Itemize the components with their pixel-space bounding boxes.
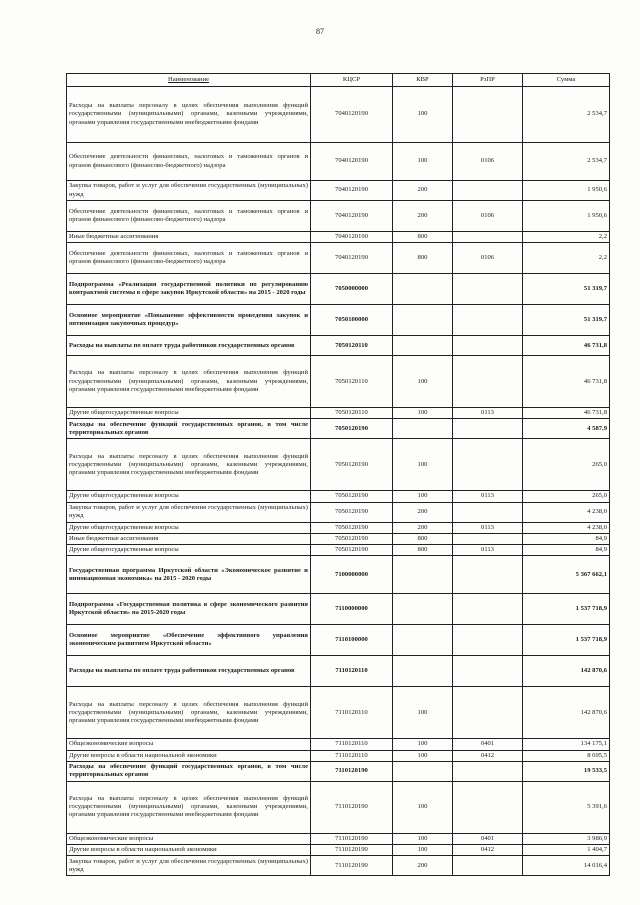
row-rzpr bbox=[453, 336, 523, 356]
table-row bbox=[67, 545, 610, 556]
row-kvr: 100 bbox=[393, 87, 453, 143]
row-kvr: 100 bbox=[393, 781, 453, 833]
row-sum: 2 534,7 bbox=[523, 87, 610, 143]
row-name: Расходы на выплаты персоналу в целях обеспечения выполнения функций государственными (муниципальными) органами, казенными учреждениями, органами управления государственными внебюджетными фондами bbox=[67, 781, 311, 833]
row-name: Обеспечение деятельности финансовых, налоговых и таможенных органов и органов финансового (финансово-бюджетного) надзора bbox=[67, 143, 311, 181]
row-name: Расходы на выплаты персоналу в целях обеспечения выполнения функций государственными (муниципальными) органами, казенными учреждениями, органами управления государственными внебюджетными фондами bbox=[67, 356, 311, 408]
row-rzpr bbox=[453, 533, 523, 544]
row-kvr bbox=[393, 594, 453, 625]
page-number: 87 bbox=[316, 27, 324, 36]
row-sum: 46 731,8 bbox=[523, 336, 610, 356]
row-name: Подпрограмма «Государственная политика в сфере экономического развития Иркутской области» на 2015-2020 годы bbox=[67, 594, 311, 625]
row-kvr: 100 bbox=[393, 143, 453, 181]
row-rzpr: 0106 bbox=[453, 243, 523, 274]
row-sum: 8 695,5 bbox=[523, 750, 610, 761]
table-row bbox=[67, 594, 610, 625]
table-row bbox=[67, 739, 610, 750]
row-rzpr: 0401 bbox=[453, 833, 523, 844]
row-sum: 1 950,6 bbox=[523, 181, 610, 201]
row-name: Общеэкономические вопросы bbox=[67, 739, 311, 750]
row-kvr bbox=[393, 305, 453, 336]
row-kcsr: 7050120190 bbox=[311, 439, 393, 491]
row-name: Иные бюджетные ассигнования bbox=[67, 232, 311, 243]
row-sum: 84,9 bbox=[523, 533, 610, 544]
table-row bbox=[67, 274, 610, 305]
row-name: Расходы на выплаты персоналу в целях обеспечения выполнения функций государственными (муниципальными) органами, казенными учреждениями, органами управления государственными внебюджетными фондами bbox=[67, 439, 311, 491]
row-name: Другие вопросы в области национальной экономики bbox=[67, 845, 311, 856]
row-kvr bbox=[393, 556, 453, 594]
row-kvr: 100 bbox=[393, 408, 453, 419]
row-sum: 134 175,1 bbox=[523, 739, 610, 750]
row-kcsr: 7110120110 bbox=[311, 739, 393, 750]
row-sum: 46 731,8 bbox=[523, 356, 610, 408]
table-row bbox=[67, 781, 610, 833]
row-kcsr: 7050120110 bbox=[311, 356, 393, 408]
row-sum: 5 391,6 bbox=[523, 781, 610, 833]
column-header-kcsr: КЦСР bbox=[311, 74, 393, 87]
row-kcsr: 7110100000 bbox=[311, 625, 393, 656]
row-name: Иные бюджетные ассигнования bbox=[67, 533, 311, 544]
row-name: Расходы на выплаты по оплате труда работников государственных органов bbox=[67, 336, 311, 356]
table-row bbox=[67, 533, 610, 544]
table-row bbox=[67, 232, 610, 243]
column-header-kvr: КВР bbox=[393, 74, 453, 87]
row-rzpr bbox=[453, 502, 523, 522]
row-kcsr: 7040120190 bbox=[311, 243, 393, 274]
row-name: Другие общегосударственные вопросы bbox=[67, 408, 311, 419]
row-kcsr: 7040120190 bbox=[311, 181, 393, 201]
row-kcsr: 7040120190 bbox=[311, 201, 393, 232]
row-name: Другие общегосударственные вопросы bbox=[67, 545, 311, 556]
row-kvr bbox=[393, 336, 453, 356]
row-kvr: 100 bbox=[393, 845, 453, 856]
row-name: Закупка товаров, работ и услуг для обеспечения государственных (муниципальных) нужд bbox=[67, 502, 311, 522]
row-rzpr: 0412 bbox=[453, 750, 523, 761]
row-kcsr: 7050100000 bbox=[311, 305, 393, 336]
row-rzpr bbox=[453, 356, 523, 408]
row-rzpr bbox=[453, 781, 523, 833]
row-rzpr: 0113 bbox=[453, 491, 523, 502]
row-kvr: 100 bbox=[393, 356, 453, 408]
row-rzpr: 0113 bbox=[453, 408, 523, 419]
row-sum: 1 537 718,9 bbox=[523, 625, 610, 656]
table-row bbox=[67, 522, 610, 533]
row-sum: 142 870,6 bbox=[523, 687, 610, 739]
table-header-row bbox=[67, 74, 610, 87]
row-sum: 4 587,9 bbox=[523, 419, 610, 439]
row-sum: 2,2 bbox=[523, 232, 610, 243]
row-kcsr: 7110000000 bbox=[311, 594, 393, 625]
row-kcsr: 7110120190 bbox=[311, 833, 393, 844]
table-row bbox=[67, 408, 610, 419]
row-name: Государственная программа Иркутской области «Экономическое развитие и инновационная экономика» на 2015 - 2020 годы bbox=[67, 556, 311, 594]
table-row bbox=[67, 243, 610, 274]
table-row bbox=[67, 336, 610, 356]
row-sum: 19 533,5 bbox=[523, 761, 610, 781]
row-name: Другие вопросы в области национальной экономики bbox=[67, 750, 311, 761]
row-rzpr bbox=[453, 556, 523, 594]
table-row bbox=[67, 856, 610, 876]
row-kvr: 200 bbox=[393, 502, 453, 522]
row-sum: 3 986,9 bbox=[523, 833, 610, 844]
table-row bbox=[67, 761, 610, 781]
row-kcsr: 7040120190 bbox=[311, 143, 393, 181]
table-row bbox=[67, 181, 610, 201]
row-rzpr bbox=[453, 761, 523, 781]
row-rzpr bbox=[453, 181, 523, 201]
row-name: Закупка товаров, работ и услуг для обеспечения государственных (муниципальных) нужд bbox=[67, 856, 311, 876]
row-rzpr bbox=[453, 856, 523, 876]
table-row bbox=[67, 419, 610, 439]
row-kvr bbox=[393, 419, 453, 439]
row-kvr: 800 bbox=[393, 533, 453, 544]
row-kcsr: 7050120190 bbox=[311, 419, 393, 439]
row-sum: 46 731,8 bbox=[523, 408, 610, 419]
table-row bbox=[67, 491, 610, 502]
row-kcsr: 7050120190 bbox=[311, 522, 393, 533]
row-kcsr: 7050120190 bbox=[311, 545, 393, 556]
row-name: Основное мероприятие «Обеспечение эффективного управления экономическим развитием Иркутской области» bbox=[67, 625, 311, 656]
row-kvr: 200 bbox=[393, 201, 453, 232]
row-kcsr: 7110120110 bbox=[311, 656, 393, 687]
row-rzpr bbox=[453, 594, 523, 625]
row-kcsr: 7040120190 bbox=[311, 87, 393, 143]
budget-table bbox=[66, 73, 610, 876]
row-kcsr: 7050120110 bbox=[311, 336, 393, 356]
table-row bbox=[67, 625, 610, 656]
column-header-sum: Сумма bbox=[523, 74, 610, 87]
row-kvr: 100 bbox=[393, 687, 453, 739]
row-kvr: 800 bbox=[393, 232, 453, 243]
row-kcsr: 7100000000 bbox=[311, 556, 393, 594]
table-row bbox=[67, 143, 610, 181]
row-name: Расходы на обеспечение функций государственных органов, в том числе территориальных органов bbox=[67, 419, 311, 439]
row-rzpr: 0113 bbox=[453, 522, 523, 533]
row-rzpr bbox=[453, 687, 523, 739]
table-row bbox=[67, 687, 610, 739]
row-kvr: 800 bbox=[393, 243, 453, 274]
row-rzpr bbox=[453, 87, 523, 143]
row-name: Расходы на выплаты персоналу в целях обеспечения выполнения функций государственными (муниципальными) органами, казенными учреждениями, органами управления государственными внебюджетными фондами bbox=[67, 87, 311, 143]
row-sum: 1 404,7 bbox=[523, 845, 610, 856]
row-sum: 4 238,0 bbox=[523, 522, 610, 533]
row-kvr bbox=[393, 274, 453, 305]
row-name: Закупка товаров, работ и услуг для обеспечения государственных (муниципальных) нужд bbox=[67, 181, 311, 201]
table-row bbox=[67, 556, 610, 594]
row-kvr: 100 bbox=[393, 833, 453, 844]
row-rzpr bbox=[453, 439, 523, 491]
row-name: Расходы на обеспечение функций государственных органов, в том числе территориальных органов bbox=[67, 761, 311, 781]
row-kcsr: 7110120190 bbox=[311, 856, 393, 876]
row-kcsr: 7110120190 bbox=[311, 845, 393, 856]
row-name: Обеспечение деятельности финансовых, налоговых и таможенных органов и органов финансового (финансово-бюджетного) надзора bbox=[67, 243, 311, 274]
row-name: Подпрограмма «Реализация государственной политики по регулированию контрактной системы в сфере закупок Иркутской области» на 2015 - 2020 годы bbox=[67, 274, 311, 305]
row-name: Основное мероприятие «Повышение эффективности проведения закупок и оптимизация закупочных процедур» bbox=[67, 305, 311, 336]
row-kvr bbox=[393, 656, 453, 687]
row-sum: 2,2 bbox=[523, 243, 610, 274]
table-row bbox=[67, 502, 610, 522]
table-row bbox=[67, 656, 610, 687]
row-sum: 2 534,7 bbox=[523, 143, 610, 181]
row-kvr: 800 bbox=[393, 545, 453, 556]
table-row bbox=[67, 87, 610, 143]
row-rzpr: 0106 bbox=[453, 143, 523, 181]
row-rzpr: 0113 bbox=[453, 545, 523, 556]
column-header-rzpr: РзПР bbox=[453, 74, 523, 87]
row-kcsr: 7050120190 bbox=[311, 533, 393, 544]
row-kcsr: 7050000000 bbox=[311, 274, 393, 305]
row-sum: 51 319,7 bbox=[523, 305, 610, 336]
row-sum: 265,0 bbox=[523, 439, 610, 491]
row-kvr: 200 bbox=[393, 181, 453, 201]
table-row bbox=[67, 356, 610, 408]
row-kvr: 100 bbox=[393, 750, 453, 761]
row-kvr: 200 bbox=[393, 856, 453, 876]
row-rzpr: 0106 bbox=[453, 201, 523, 232]
row-kvr: 100 bbox=[393, 739, 453, 750]
row-rzpr: 0401 bbox=[453, 739, 523, 750]
row-rzpr bbox=[453, 625, 523, 656]
row-kvr: 100 bbox=[393, 491, 453, 502]
row-sum: 265,0 bbox=[523, 491, 610, 502]
table-row bbox=[67, 833, 610, 844]
row-name: Другие общегосударственные вопросы bbox=[67, 491, 311, 502]
row-sum: 1 537 718,9 bbox=[523, 594, 610, 625]
row-name: Другие общегосударственные вопросы bbox=[67, 522, 311, 533]
table-row bbox=[67, 305, 610, 336]
row-name: Расходы на выплаты по оплате труда работников государственных органов bbox=[67, 656, 311, 687]
row-kcsr: 7050120190 bbox=[311, 502, 393, 522]
row-sum: 14 016,4 bbox=[523, 856, 610, 876]
row-kcsr: 7050120110 bbox=[311, 408, 393, 419]
row-kcsr: 7050120190 bbox=[311, 491, 393, 502]
row-rzpr bbox=[453, 274, 523, 305]
row-kcsr: 7110120190 bbox=[311, 781, 393, 833]
row-kvr bbox=[393, 761, 453, 781]
row-kvr: 200 bbox=[393, 522, 453, 533]
row-sum: 5 367 662,1 bbox=[523, 556, 610, 594]
row-kvr: 100 bbox=[393, 439, 453, 491]
table-row bbox=[67, 201, 610, 232]
row-rzpr: 0412 bbox=[453, 845, 523, 856]
column-header-name: Наименование bbox=[67, 74, 311, 87]
row-sum: 1 950,6 bbox=[523, 201, 610, 232]
row-name: Расходы на выплаты персоналу в целях обеспечения выполнения функций государственными (муниципальными) органами, казенными учреждениями, органами управления государственными внебюджетными фондами bbox=[67, 687, 311, 739]
row-rzpr bbox=[453, 305, 523, 336]
row-kvr bbox=[393, 625, 453, 656]
row-kcsr: 7040120190 bbox=[311, 232, 393, 243]
row-sum: 84,9 bbox=[523, 545, 610, 556]
row-sum: 4 238,0 bbox=[523, 502, 610, 522]
row-sum: 51 319,7 bbox=[523, 274, 610, 305]
row-kcsr: 7110120110 bbox=[311, 750, 393, 761]
row-kcsr: 7110120110 bbox=[311, 687, 393, 739]
row-rzpr bbox=[453, 419, 523, 439]
row-rzpr bbox=[453, 232, 523, 243]
table-row bbox=[67, 750, 610, 761]
row-sum: 142 870,6 bbox=[523, 656, 610, 687]
row-name: Общеэкономические вопросы bbox=[67, 833, 311, 844]
row-name: Обеспечение деятельности финансовых, налоговых и таможенных органов и органов финансового (финансово-бюджетного) надзора bbox=[67, 201, 311, 232]
table-row bbox=[67, 439, 610, 491]
row-kcsr: 7110120190 bbox=[311, 761, 393, 781]
row-rzpr bbox=[453, 656, 523, 687]
table-row bbox=[67, 845, 610, 856]
